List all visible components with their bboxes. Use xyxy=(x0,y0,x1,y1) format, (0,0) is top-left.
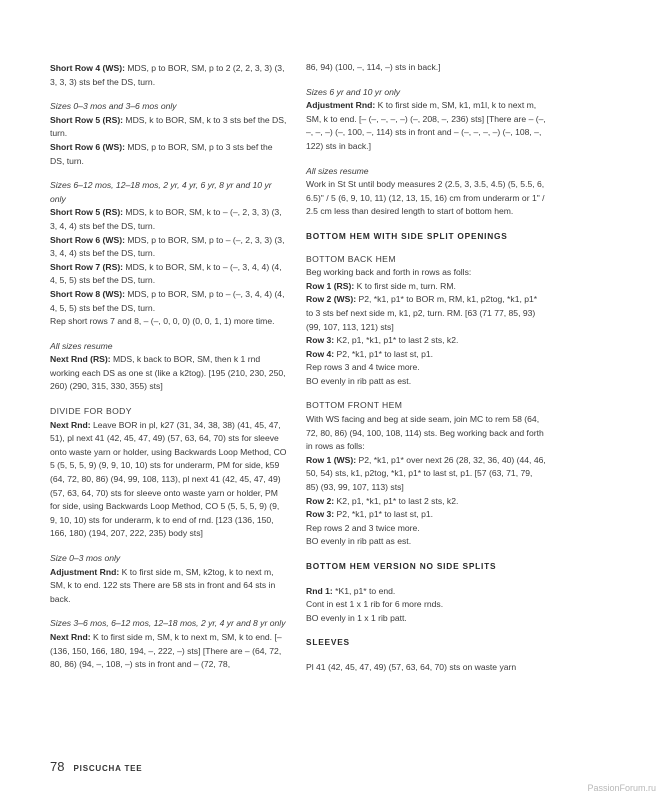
instruction-paragraph xyxy=(306,454,546,495)
row-label: Next Rnd: xyxy=(50,419,91,430)
spacer xyxy=(50,606,288,617)
instruction-paragraph xyxy=(306,280,546,294)
spacer xyxy=(50,394,288,405)
instruction-paragraph xyxy=(50,234,288,261)
instruction-text: With WS facing and beg at side seam, join MC to rem 58 (64, 72, 80, 86) (94, 100, 108, 114) sts. Beg working back and forth in rows as folls: xyxy=(306,414,544,452)
instruction-paragraph xyxy=(306,348,546,362)
size-note: Sizes 6–12 mos, 12–18 mos, 2 yr, 4 yr, 6 yr, 8 yr and 10 yr only xyxy=(50,180,272,204)
row-label: Row 3: xyxy=(306,335,335,346)
instruction-text: Pl 41 (42, 45, 47, 49) (57, 63, 64, 70) sts on waste yarn xyxy=(306,661,517,672)
instruction-paragraph xyxy=(306,99,546,153)
instruction-paragraph xyxy=(306,495,546,509)
instruction-text: MDS, k to BOR, SM, k to 3 sts bef the DS, turn. xyxy=(50,114,287,139)
instruction-paragraph xyxy=(50,353,288,394)
page-number: 78 xyxy=(50,759,65,774)
spacer xyxy=(306,244,546,253)
instruction-text: MDS, k to BOR, SM, k to – (–, 2, 3, 3) (3, 3, 4, 4) sts bef the DS, turn. xyxy=(50,207,282,231)
spacer xyxy=(306,549,546,560)
spacer xyxy=(50,89,288,100)
size-note: Size 0–3 mos only xyxy=(50,553,121,563)
row-label: Next Rnd (RS): xyxy=(50,354,111,365)
section-heading: SLEEVES xyxy=(306,637,350,648)
subsection-heading: BOTTOM FRONT HEM xyxy=(306,400,403,411)
row-label: Next Rnd: xyxy=(50,631,91,642)
row-label: Short Row 5 (RS): xyxy=(50,207,124,218)
size-note: Sizes 3–6 mos, 6–12 mos, 12–18 mos, 2 yr, 4 yr and 8 yr only xyxy=(50,618,286,629)
instruction-text: BO evenly in rib patt as est. xyxy=(306,536,412,547)
page-footer xyxy=(50,760,142,776)
instruction-text: K to first side m, SM, k1, m1l, k to next m, SM, k to end. [– (–, –, –, –) (–, 208, –, 236) sts] [There are – (–, –, –, –) (–, 100, –, 114) sts in front and – (–, –, –, –) (–, 108, –, 122) sts in back.] xyxy=(306,100,546,151)
instruction-paragraph xyxy=(306,61,546,75)
instruction-paragraph xyxy=(50,261,288,288)
row-label: Short Row 5 (RS): xyxy=(50,114,124,125)
row-label: Adjustment Rnd: xyxy=(50,566,120,577)
row-label: Row 4: xyxy=(306,348,335,359)
instruction-paragraph xyxy=(50,114,288,141)
row-label: Short Row 8 (WS): xyxy=(50,288,125,299)
instruction-text: K to first side m, SM, k to next m, SM, k to end. [– (136, 150, 166, 180, 194, –, 222, –) sts] [There are – (64, 72, 80, 86) (94, –, 108, –) sts in front and – (72, 78, xyxy=(50,631,282,670)
section-heading: BOTTOM HEM VERSION NO SIDE SPLITS xyxy=(306,561,497,571)
instruction-text: Rep short rows 7 and 8, – (–, 0, 0, 0) (0, 0, 1, 1) more time. xyxy=(50,316,275,327)
spacer xyxy=(306,154,546,165)
instruction-text: MDS, p to BOR, SM, p to 2 (2, 2, 3, 3) (3, 3, 3, 3) sts bef the DS, turn. xyxy=(50,63,285,87)
size-note: Sizes 0–3 mos and 3–6 mos only xyxy=(50,101,177,112)
instruction-paragraph xyxy=(50,315,288,329)
row-label: Short Row 6 (WS): xyxy=(50,234,125,245)
instruction-text: *K1, p1* to end. xyxy=(332,585,396,596)
spacer xyxy=(306,75,546,86)
size-note: All sizes resume xyxy=(306,165,369,176)
subsection-heading: BOTTOM BACK HEM xyxy=(306,253,396,264)
instruction-text: P2, *k1, p1* to last st, p1. xyxy=(334,509,434,520)
row-label: Adjustment Rnd: xyxy=(306,100,376,111)
instruction-text: Rep rows 2 and 3 twice more. xyxy=(306,522,420,533)
instruction-text: K2, p1, *k1, p1* to last 2 sts, k2. xyxy=(334,335,459,346)
size-note: All sizes resume xyxy=(50,340,113,351)
instruction-paragraph xyxy=(306,413,546,454)
section-heading: BOTTOM HEM WITH SIDE SPLIT OPENINGS xyxy=(306,230,508,241)
right-column xyxy=(306,61,546,675)
spacer xyxy=(50,329,288,340)
spacer xyxy=(306,574,546,585)
left-column xyxy=(50,62,288,672)
spacer xyxy=(306,219,546,230)
instruction-paragraph xyxy=(306,598,546,612)
instruction-paragraph xyxy=(50,141,288,168)
instruction-text: BO evenly in rib patt as est. xyxy=(306,375,412,386)
instruction-text: MDS, p to BOR, SM, p to – (–, 3, 4, 4) (4, 4, 5, 5) sts bef the DS, turn. xyxy=(50,288,285,313)
instruction-paragraph xyxy=(306,361,546,375)
instruction-text: P2, *k1, p1* over next 26 (28, 32, 36, 40) (44, 46, 50, 54) sts, k1, p2tog, *k1, p1* to last st, p1. [57 (63, 71, 79, 85) (93, 99, 107, 113) sts] xyxy=(306,454,546,493)
pattern-title: PISCUCHA TEE xyxy=(73,764,143,773)
instruction-text: K to first side m, turn. RM. xyxy=(354,280,456,291)
watermark: PassionForum.ru xyxy=(587,783,656,793)
size-note: Sizes 6 yr and 10 yr only xyxy=(306,86,401,97)
instruction-text: Work in St St until body measures 2 (2.5, 3, 3.5, 4.5) (5, 5.5, 6, 6.5)" / 5 (6, 9, 10, 11) (12, 13, 15, 16) cm from underarm or 1" / 2.5 cm less than desired length to start of bottom hem. xyxy=(306,179,545,217)
spacer xyxy=(306,625,546,636)
instruction-paragraph xyxy=(50,631,288,672)
row-label: Row 2: xyxy=(306,495,335,506)
spacer xyxy=(306,650,546,661)
row-label: Row 1 (WS): xyxy=(306,454,357,465)
instruction-text: Rep rows 3 and 4 twice more. xyxy=(306,362,420,373)
instruction-paragraph xyxy=(50,206,288,233)
instruction-text: MDS, k back to BOR, SM, then k 1 rnd working each DS as one st (like a k2tog). [195 (210, 230, 250, 260) (290, 315, 330, 355) sts] xyxy=(50,354,286,392)
instruction-text: Beg working back and forth in rows as folls: xyxy=(306,267,472,278)
instruction-text: MDS, p to BOR, SM, p to 3 sts bef the DS, turn. xyxy=(50,141,273,166)
instruction-text: K to first side m, SM, k2tog, k to next m, SM, k to end. 122 sts There are 58 sts in front and 64 sts in back. xyxy=(50,566,276,604)
instruction-text: P2, *k1, p1* to last st, p1. xyxy=(334,348,434,359)
spacer xyxy=(306,388,546,399)
row-label: Short Row 7 (RS): xyxy=(50,261,124,272)
instruction-text: MDS, p to BOR, SM, p to – (–, 2, 3, 3) (3, 3, 4, 4) sts bef the DS, turn. xyxy=(50,234,285,259)
instruction-paragraph xyxy=(306,585,546,599)
instruction-text: P2, *k1, p1* to BOR m, RM, k1, p2tog, *k1, p1* to 3 sts bef next side m, k1, p2, turn. RM. [63 (71 77, 85, 93) (99, 107, 113, 121) sts] xyxy=(306,294,538,332)
instruction-text: Cont in est 1 x 1 rib for 6 more rnds. xyxy=(306,599,444,610)
spacer xyxy=(50,168,288,179)
instruction-paragraph xyxy=(306,334,546,348)
instruction-text: K2, p1, *k1, p1* to last 2 sts, k2. xyxy=(334,495,459,506)
instruction-paragraph xyxy=(50,288,288,315)
instruction-paragraph xyxy=(306,535,546,549)
instruction-text: MDS, k to BOR, SM, k to – (–, 3, 4, 4) (4, 4, 5, 5) sts bef the DS, turn. xyxy=(50,261,282,286)
row-label: Short Row 4 (WS): xyxy=(50,63,125,73)
subsection-heading: DIVIDE FOR BODY xyxy=(50,406,132,417)
row-label: Row 2 (WS): xyxy=(306,294,357,305)
instruction-paragraph xyxy=(306,508,546,522)
row-label: Short Row 6 (WS): xyxy=(50,141,125,152)
instruction-paragraph xyxy=(306,375,546,389)
row-label: Row 3: xyxy=(306,509,335,520)
instruction-text: Leave BOR in pl, k27 (31, 34, 38, 38) (41, 45, 47, 51), pl next 41 (42, 45, 47, 49) (57, 63, 64, 70) sts for sleeve onto waste yarn or holder, using Backwards Loop Method, CO 5 (5, 5, 5, 9) (9, 9, 10, 10) sts for underarm, PM for side, k59 (64, 72, 80, 86) (94, 99, 108, 113), pl next 41 (42, 45, 47, 49) (57, 63, 64, 70) sts for sleeve onto waste yarn or holder, PM for side, using Backwards Loop Method, CO 5 (5, 5, 5, 9) (9, 9, 10, 10) sts for underarm, k to end of rnd. [123 (136, 150, 166, 180) (194, 207, 222, 235) body sts] xyxy=(50,419,287,539)
instruction-paragraph xyxy=(50,419,288,541)
instruction-paragraph xyxy=(50,62,288,89)
spacer xyxy=(50,541,288,552)
row-label: Row 1 (RS): xyxy=(306,280,355,291)
instruction-paragraph xyxy=(50,566,288,607)
instruction-paragraph xyxy=(306,293,546,334)
instruction-paragraph xyxy=(306,661,546,675)
instruction-paragraph xyxy=(306,522,546,536)
instruction-paragraph xyxy=(306,266,546,280)
instruction-paragraph xyxy=(306,178,546,219)
instruction-text: 86, 94) (100, –, 114, –) sts in back.] xyxy=(306,62,441,72)
instruction-paragraph xyxy=(306,612,546,626)
instruction-text: BO evenly in 1 x 1 rib patt. xyxy=(306,612,407,623)
row-label: Rnd 1: xyxy=(306,585,333,596)
